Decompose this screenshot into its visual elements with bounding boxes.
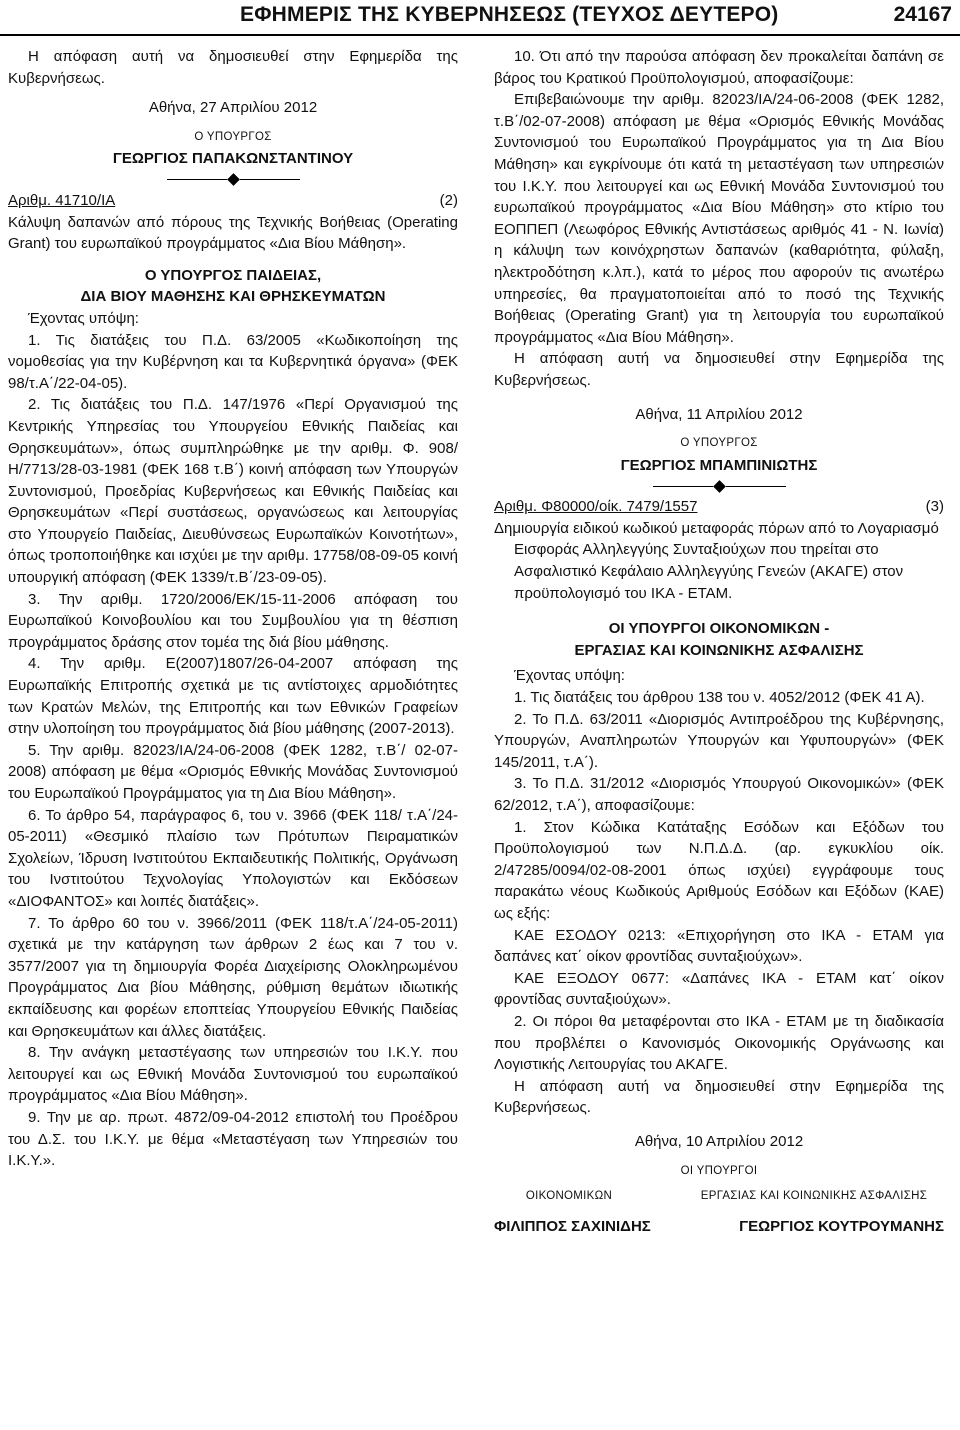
list-item: 10. Ότι από την παρούσα απόφαση δεν προκαλείται δαπάνη σε βάρος του Κρατικού Προϋπολογισμού, αποφασίζουμε:	[494, 48, 944, 87]
page-number: 24167	[893, 3, 952, 26]
list-item: 1. Τις διατάξεις του Π.Δ. 63/2005 «Κωδικοποίηση της νομοθεσίας για την Κυβέρνηση και τα Κυβερνητικά όργανα» (ΦΕΚ 98/τ.Α΄/22-04-05).	[8, 331, 458, 392]
signing-date: Αθήνα, 10 Απριλίου 2012	[634, 1132, 804, 1150]
signing-date: Αθήνα, 11 Απριλίου 2012	[635, 405, 803, 423]
decision-subject: Δημιουργία ειδικού κωδικού μεταφοράς πόρων από το Λογαριασμό Εισφοράς Αλληλεγγύης Συνταξιούχων που τηρείται στο Ασφαλιστικό Κεφάλαιο Αλληλεγγύης Γενεών (ΑΚΑΓΕ) στον προϋπολογισμό του ΙΚΑ - ΕΤΑΜ.	[494, 519, 939, 602]
signers-names-row	[494, 1216, 944, 1238]
publish-statement: Η απόφαση αυτή να δημοσιευθεί στην Εφημερίδα της Κυβερνήσεως.	[494, 1077, 944, 1117]
signer-right-role: ΕΡΓΑΣΙΑΣ ΚΑΙ ΚΟΙΝΩΝΙΚΗΣ ΑΣΦΑΛΙΣΗΣ	[700, 1190, 928, 1203]
decision-subject: Κάλυψη δαπανών από πόρους της Τεχνικής Βοήθειας (Operating Grant) του ευρωπαϊκού προγράμματος «Δια Βίου Μάθηση».	[8, 213, 458, 253]
signer-name: ΓΕΩΡΓΙΟΣ ΠΑΠΑΚΩΝΣΤΑΝΤΙΝΟΥ	[112, 150, 354, 168]
publish-statement: Η απόφαση αυτή να δημοσιευθεί στην Εφημερίδα της Κυβερνήσεως.	[494, 350, 944, 389]
gazette-title: ΕΦΗΜΕΡΙΣ ΤΗΣ ΚΥΒΕΡΝΗΣΕΩΣ (ΤΕΥΧΟΣ ΔΕΥΤΕΡΟ)	[240, 3, 779, 26]
section-separator	[8, 170, 458, 190]
signer-left-name: ΦΙΛΙΠΠΟΣ ΣΑΧΙΝΙΔΗΣ	[494, 1217, 651, 1235]
minister-title-line2: ΔΙΑ ΒΙΟΥ ΜΑΘΗΣΗΣ ΚΑΙ ΘΡΗΣΚΕΥΜΑΤΩΝ	[80, 288, 386, 306]
signer-name: ΓΕΩΡΓΙΟΣ ΜΠΑΜΠΙΝΙΩΤΗΣ	[620, 456, 818, 474]
signers-role: ΟΙ ΥΠΟΥΡΓΟΙ	[680, 1164, 758, 1177]
decision-text: Επιβεβαιώνουμε την αριθμ. 82023/ΙΑ/24-06-2008 (ΦΕΚ 1282, τ.Β΄/02-07-2008) απόφαση με θέμα «Ορισμός Εθνικής Μονάδας Συντονισμού του Ευρωπαϊκού Προγράμματος για τη Δια Βίου Μάθηση» και εγκρίνουμε ότι κατά τη μεταστέγαση των υπηρεσιών του Ι.Κ.Υ. που λειτουργεί και ως Εθνική Μονάδα Συντονισμού του ευρωπαϊκού προγράμματος «Δια Βίου Μάθηση» στο κτίριο του ΕΟΠΠΕΠ (Λεωφόρος Εθνικής Αντιστάσεως αριθμός 41 - Ν. Ιωνία) η κάλυψη των κοινόχρηστων δαπανών (καθαριότητα, φύλαξη, ηλεκτροδότηση κ.λπ.), κατά το μέρος που αφορούν τις ανωτέρω υπηρεσίες, θα πραγματοποιείται από το ποσό της Τεχνικής Βοήθειας (Operating Grant) για τη λειτουργία του ευρωπαϊκού προγράμματος «Δια Βίου Μάθηση».	[494, 91, 944, 346]
list-item: 3. Το Π.Δ. 31/2012 «Διορισμός Υπουργού Οικονομικών» (ΦΕΚ 62/2012, τ.Α΄), αποφασίζουμε:	[494, 775, 944, 814]
having-regard: Έχοντας υπόψη:	[514, 667, 625, 685]
signer-role: Ο ΥΠΟΥΡΓΟΣ	[680, 437, 758, 450]
list-item: 4. Την αριθμ. Ε(2007)1807/26-04-2007 απόφαση της Ευρωπαϊκής Επιτροπής σχετικά με τις αντίστοιχες αρμοδιότητες των Κρατών Μελών, της Επιτροπής και των Εθνικών Γραφείων στην υλοποίηση του προγράμματος διά βίου μάθησης (2007-2013).	[8, 655, 458, 738]
signers-roles-row	[494, 1186, 944, 1208]
signing-date: Αθήνα, 27 Απριλίου 2012	[148, 99, 318, 117]
left-column	[8, 46, 458, 1172]
list-item: 5. Την αριθμ. 82023/ΙΑ/24-06-2008 (ΦΕΚ 1282, τ.Β΄/ 02-07-2008) απόφαση με θέμα «Ορισμός Εθνικής Μονάδας Συντονισμού του Ευρωπαϊκού Προγράμματος για τη Δια Βίου Μάθηση».	[8, 741, 458, 802]
list-item: 2. Τις διατάξεις του Π.Δ. 147/1976 «Περί Οργανισμού της Κεντρικής Υπηρεσίας του Υπουργείου Εθνικής Παιδείας και Θρησκευμάτων», όπως συμπληρώθηκε με την αριθμ. Φ. 908/Η/7713/28-03-1981 (ΦΕΚ 168 τ.Β΄) κοινή απόφαση των Υπουργών Συντονισμού, Προεδρίας Κυβερνήσεως και Εθνικής Παιδείας και Θρησκευμάτων «Περί συστάσεως, οργανώσεως και λειτουργίας στο Υπουργείο Παιδείας, Διευθύνσεως Ευρωπαϊκών Κοινοτήτων», όπως τροποποιήθηκε και ισχύει με την αριθμ. 17758/08-09-05 κοινή υπουργική απόφαση (ΦΕΚ 1339/τ.Β΄/23-09-05).	[8, 396, 458, 587]
decision-index: (2)	[439, 191, 458, 209]
page-header	[0, 0, 960, 36]
decision-header	[494, 496, 944, 518]
signer-right-name: ΓΕΩΡΓΙΟΣ ΚΟΥΤΡΟΥΜΑΝΗΣ	[739, 1217, 944, 1235]
list-item: 2. Οι πόροι θα μεταφέρονται στο ΙΚΑ - ΕΤΑΜ με τη διαδικασία που προβλέπει ο Κανονισμός Οικονομικής Οργάνωσης και Λογιστικής Λειτουργίας του ΑΚΑΓΕ.	[494, 1012, 944, 1074]
list-item: 7. Το άρθρο 60 του ν. 3966/2011 (ΦΕΚ 118/τ.Α΄/24-05-2011) σχετικά με την κατάργηση των άρθρων 2 έως και 7 του ν. 3577/2007 για τη δημιουργία Φορέα Διαχείρισης Ολοκληρωμένου Προγράμματος Δια βίου Μάθησης, ρύθμιση θεμάτων ιδιωτικής εκπαίδευσης και φορέων εποπτείας Υπουργείου Εθνικής Παιδείας και Θρησκευμάτων και άλλες διατάξεις.	[8, 914, 458, 1040]
list-item: 8. Την ανάγκη μεταστέγασης των υπηρεσιών του Ι.Κ.Υ. που λειτουργεί και ως Εθνική Μονάδα Συντονισμού του ευρωπαϊκού προγράμματος «Δια Βίου Μάθηση».	[8, 1044, 458, 1105]
decision-number: Αριθμ. Φ80000/οίκ. 7479/1557	[494, 498, 698, 516]
ministers-title-line1: ΟΙ ΥΠΟΥΡΓΟΙ ΟΙΚΟΝΟΜΙΚΩΝ -	[608, 620, 830, 638]
minister-title-line1: Ο ΥΠΟΥΡΓΟΣ ΠΑΙΔΕΙΑΣ,	[144, 266, 322, 284]
right-column	[494, 46, 944, 1237]
section-separator	[494, 476, 944, 496]
list-item: 1. Τις διατάξεις του άρθρου 138 του ν. 4052/2012 (ΦΕΚ 41 Α).	[514, 689, 925, 707]
list-item: ΚΑΕ ΕΣΟΔΟΥ 0213: «Επιχορήγηση στο ΙΚΑ - ΕΤΑΜ για δαπάνες κατ΄ οίκον φροντίδας συνταξιούχων».	[494, 926, 944, 966]
list-item: ΚΑΕ ΕΞΟΔΟΥ 0677: «Δαπάνες ΙΚΑ - ΕΤΑΜ κατ΄ οίκον φροντίδας συνταξιούχων».	[494, 969, 944, 1009]
signer-role: Ο ΥΠΟΥΡΓΟΣ	[194, 130, 272, 143]
list-item: 1. Στον Κώδικα Κατάταξης Εσόδων και Εξόδων του Προϋπολογισμού των Ν.Π.Δ.Δ. (αρ. εγκυκλίου οίκ. 2/47285/0094/02-08-2001 όπως ισχύει) εγγράφουμε τους παρακάτω νέους Κωδικούς Αριθμούς Εσόδων και Εξόδων (ΚΑΕ) ως εξής:	[494, 818, 944, 922]
decision-index: (3)	[925, 498, 944, 516]
list-item: 6. Το άρθρο 54, παράγραφος 6, του ν. 3966 (ΦΕΚ 118/ τ.Α΄/24-05-2011) «Θεσμικό πλαίσιο των Πρότυπων Πειραματικών Σχολείων, Ίδρυση Ινστιτούτου Εκπαιδευτικής Πολιτικής, Οργάνωση του Ινστιτούτου Τεχνολογίας Υπολογιστών και Εκδόσεων «ΔΙΟΦΑΝΤΟΣ» και λοιπές διατάξεις».	[8, 806, 458, 910]
list-item: 3. Την αριθμ. 1720/2006/ΕΚ/15-11-2006 απόφαση του Ευρωπαϊκού Κοινοβουλίου και του Συμβουλίου για τη θέσπιση προγράμματος δράσης στον τομέα της διά βίου μάθησης.	[8, 590, 458, 651]
having-regard: Έχοντας υπόψη:	[28, 309, 139, 327]
ministers-title-line2: ΕΡΓΑΣΙΑΣ ΚΑΙ ΚΟΙΝΩΝΙΚΗΣ ΑΣΦΑΛΙΣΗΣ	[574, 641, 864, 659]
decision-header	[8, 190, 458, 212]
list-item: 9. Την με αρ. πρωτ. 4872/09-04-2012 επιστολή του Προέδρου του Δ.Σ. του Ι.Κ.Υ. με θέμα «Μεταστέγαση των Υπηρεσιών του Ι.Κ.Υ.».	[8, 1108, 458, 1170]
list-item: 2. Το Π.Δ. 63/2011 «Διορισμός Αντιπροέδρου της Κυβέρνησης, Υπουργών, Αναπληρωτών Υπουργών και Υφυπουργών» (ΦΕΚ 145/2011, τ.Α΄).	[494, 710, 944, 771]
decision-number: Αριθμ. 41710/ΙΑ	[8, 191, 116, 209]
signer-left-role: ΟΙΚΟΝΟΜΙΚΩΝ	[525, 1190, 613, 1203]
publish-statement: Η απόφαση αυτή να δημοσιευθεί στην Εφημερίδα της Κυβερνήσεως.	[8, 48, 458, 87]
